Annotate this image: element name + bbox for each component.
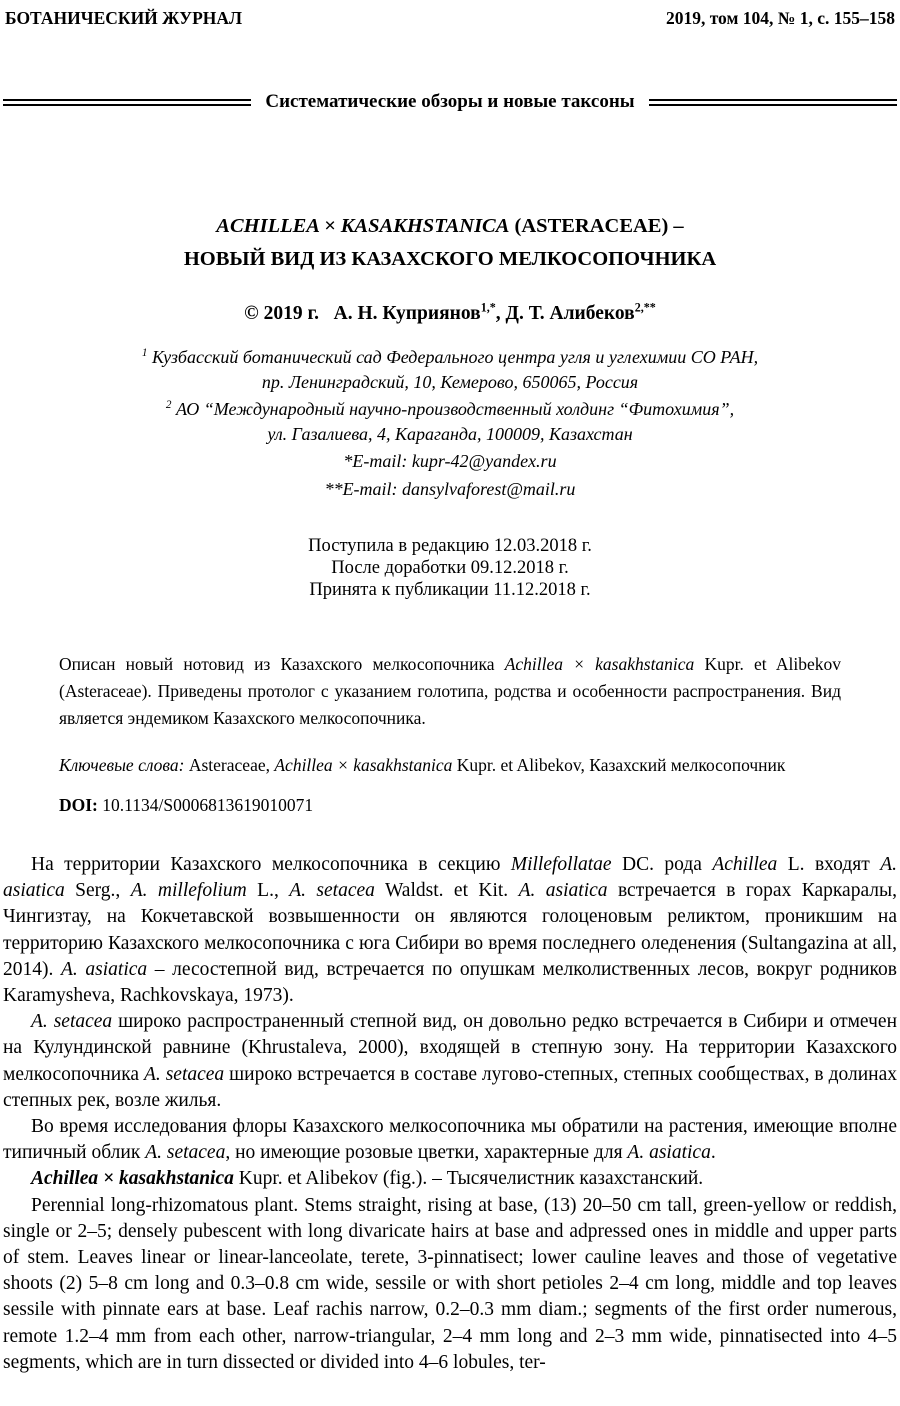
article-title: [3, 210, 897, 276]
issue-info: 2019, том 104, № 1, с. 155–158: [665, 8, 895, 28]
article-body: [3, 852, 897, 1376]
date-received: Поступила в редакцию 12.03.2018 г.: [308, 536, 592, 556]
journal-title: БОТАНИЧЕСКИЙ ЖУРНАЛ: [5, 8, 243, 28]
body-paragraph-2: A. setacea широко распространенный степной вид, он довольно редко встречается в Сибири и отмечен на Кулундинской равнине (Khrustaleva, 2000), входящей в степную зону. На территории Казахского мелкосопочника A. setacea широко встречается в составе лугово-степных, степных сообществах, в долинах степных рек, возле жилья.: [3, 1011, 898, 1111]
date-accepted: Принята к публикации 11.12.2018 г.: [309, 580, 591, 600]
email-line-1: *E-mail: kupr-42@yandex.ru: [343, 451, 557, 471]
affiliation-line-3: $^2$ АО “Международный научно-производственный холдинг “Фитохимия”,: [165, 399, 735, 419]
title-line-2: НОВЫЙ ВИД ИЗ КАЗАХСКОГО МЕЛКОСОПОЧНИКА: [183, 248, 717, 270]
banner-rule-right: [649, 99, 897, 106]
affiliation-line-4: ул. Газалиева, 4, Караганда, 100009, Казахстан: [267, 423, 633, 444]
affiliation-line-1: $^1$ Кузбасский ботанический сад Федерального центра угля и углехимии СО РАН,: [141, 347, 759, 367]
doi: DOI: 10.1134/S0006813619010071: [59, 795, 314, 815]
received-dates: [3, 535, 897, 601]
body-paragraph-1: На территории Казахского мелкосопочника в секцию Millefollatae DC. рода Achillea L. входят A. asiatica Serg., A. millefolium L., A. setacea Waldst. et Kit. A. asiatica встречается в горах Каркаралы, Чингизтау, на Кокчетавской возвышенности он являются голоценовым реликтом, проникшим на территорию Казахского мелкосопочника с юга Сибири во время последнего оледенения (Sultangazina at all, 2014). A. asiatica – лесостепной вид, встречается по опушкам мелколиственных лесов, вокруг родников Karamysheva, Rachkovskaya, 1973).: [3, 854, 897, 1007]
email-line-2: **E-mail: dansylvaforest@mail.ru: [324, 478, 576, 499]
journal-header: [3, 8, 897, 29]
date-revised: После доработки 09.12.2018 г.: [331, 558, 569, 578]
abstract: Описан новый нотовид из Казахского мелкосопочника Achillea × kasakhstanica Kupr. et Alibekov (Asteraceae). Приведены протолог с указанием голотипа, родства и особенности распространения. Вид является эндемиком Казахского мелкосопочника.: [59, 654, 841, 728]
body-paragraph-5: Perennial long-rhizomatous plant. Stems straight, rising at base, (13) 20–50 cm tall, green-yellow or reddish, single or 2–5; densely pubescent with long divaricate hairs at base and adpressed ones in middle and upper parts of stem. Leaves linear or linear-lanceolate, terete, 3-pinnatisect; lower cauline leaves and those of vegetative shoots (2) 5–8 cm long and 0.3–0.8 cm wide, sessile or with short petioles 2–4 cm long, middle and top leaves sessile with pinnate ears at base. Leaf rachis narrow, 0.2–0.3 mm diam.; segments of the first order numerous, remote 1.2–4 mm from each other, narrow-triangular, 2–4 mm long and 2–3 mm wide, pinnatisected into 4–5 segments, which are in turn dissected or divided into 4–6 lobules, ter-: [3, 1194, 897, 1373]
banner-rule-left: [3, 99, 251, 106]
section-banner: [3, 91, 897, 113]
authors-line: © 2019 г. А. Н. Куприянов$^{1,*}$, Д. Т. Алибеков$^{2,**}$: [244, 300, 656, 324]
body-paragraph-3: Во время исследования флоры Казахского мелкосопочника мы обратили на растения, имеющие вполне типичный облик A. setacea, но имеющие розовые цветки, характерные для A. asiatica.: [3, 1116, 897, 1164]
title-line-1: ACHILLEA × KASAKHSTANICA (ASTERACEAE) –: [216, 215, 684, 237]
affiliation-line-2: пр. Ленинградский, 10, Кемерово, 650065, Россия: [261, 371, 639, 392]
banner-label: Систематические обзоры и новые таксоны: [265, 91, 635, 112]
affiliations: [3, 345, 897, 501]
body-paragraph-4: Achillea × kasakhstanica Kupr. et Alibekov (fig.). – Тысячелистник казахстанский.: [31, 1168, 704, 1190]
keywords: Ключевые слова: Asteraceae, Achillea × kasakhstanica Kupr. et Alibekov, Казахский мелкосопочник: [59, 755, 786, 775]
